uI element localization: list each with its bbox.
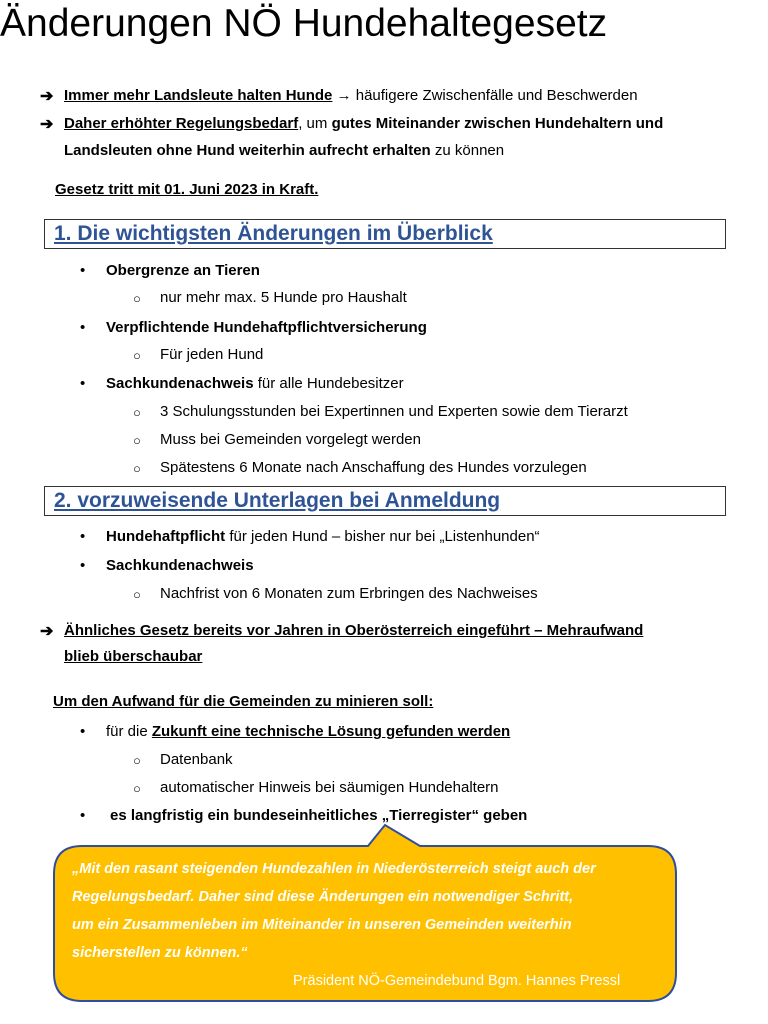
circle-bullet-icon: ○ [133, 348, 141, 363]
arrow-bullet-icon: ➔ [40, 88, 54, 105]
section-2-item-2: Sachkundenachweis [106, 557, 254, 574]
circle-bullet-icon: ○ [133, 781, 141, 796]
section-1-item-3-bold: Sachkundenachweis [106, 375, 254, 392]
bullet-icon: • [80, 319, 86, 336]
circle-bullet-icon: ○ [133, 461, 141, 476]
municipal-item-1-prefix: für die [106, 723, 152, 740]
intro-line-2-bold: gutes Miteinander zwischen Hundehaltern und [331, 115, 664, 132]
intro-line-2-mid: , um [298, 115, 332, 132]
arrow-bullet-icon: ➔ [40, 116, 54, 133]
section-2-item-2-sub-1: Nachfrist von 6 Monaten zum Erbringen des Nachweises [160, 585, 538, 602]
municipal-item-2: es langfristig ein bundeseinheitliches „Tierregister“ geben [110, 807, 528, 824]
bullet-icon: • [80, 528, 86, 545]
quote-line-2: Regelungsbedarf. Daher sind diese Änderungen ein notwendiger Schritt, [72, 889, 574, 905]
section-1-item-2: Verpflichtende Hundehaftpflichtversicherung [106, 319, 427, 336]
circle-bullet-icon: ○ [133, 587, 141, 602]
circle-bullet-icon: ○ [133, 753, 141, 768]
quote-line-1: „Mit den rasant steigenden Hundezahlen in Niederösterreich steigt auch der [72, 861, 596, 877]
municipal-item-1-sub-1: Datenbank [160, 751, 233, 768]
upper-austria-line-2: blieb überschaubar [64, 648, 203, 665]
intro-line-3-bold: Landsleuten ohne Hund weiterhin aufrecht erhalten [64, 142, 431, 159]
section-2-item-1-bold: Hundehaftpflicht [106, 528, 226, 545]
bullet-icon: • [80, 262, 86, 279]
municipal-heading: Um den Aufwand für die Gemeinden zu minieren soll: [53, 693, 434, 710]
municipal-item-1-highlight: Zukunft eine technische Lösung gefunden werden [151, 723, 511, 740]
bullet-icon: • [80, 375, 86, 392]
section-1-item-3-sub-2: Muss bei Gemeinden vorgelegt werden [160, 431, 421, 448]
section-2-item-1-rest: für jeden Hund – bisher nur bei „Listenhunden“ [225, 528, 540, 545]
quote-author: Präsident NÖ-Gemeindebund Bgm. Hannes Pressl [293, 973, 621, 989]
section-1-item-1: Obergrenze an Tieren [106, 262, 260, 279]
section-1-title: 1. Die wichtigsten Änderungen im Überblick [54, 222, 493, 245]
intro-line-1-rest: → häufigere Zwischenfälle und Beschwerden [332, 87, 638, 104]
quote-line-3: um ein Zusammenleben im Miteinander in unseren Gemeinden weiterhin [72, 917, 572, 933]
bullet-icon: • [80, 723, 86, 740]
bullet-icon: • [80, 557, 86, 574]
intro-line-1-highlight: Immer mehr Landsleute halten Hunde [64, 87, 333, 104]
municipal-item-1-sub-2: automatischer Hinweis bei säumigen Hundehaltern [160, 779, 499, 796]
intro-line-3-rest: zu können [430, 142, 505, 159]
section-1-item-3-sub-1: 3 Schulungsstunden bei Expertinnen und Experten sowie dem Tierarzt [160, 403, 628, 420]
arrow-bullet-icon: ➔ [40, 623, 54, 640]
section-1-item-3-rest: für alle Hundebesitzer [253, 375, 404, 392]
quote-line-4: sicherstellen zu können.“ [72, 945, 248, 961]
section-1-item-3-sub-3: Spätestens 6 Monate nach Anschaffung des Hundes vorzulegen [160, 459, 587, 476]
intro-line-2-highlight: Daher erhöhter Regelungsbedarf [64, 115, 299, 132]
page-title: Änderungen NÖ Hundehaltegesetz [0, 2, 608, 45]
section-1-item-1-sub-1: nur mehr max. 5 Hunde pro Haushalt [160, 289, 407, 306]
upper-austria-line-1: Ähnliches Gesetz bereits vor Jahren in Oberösterreich eingeführt – Mehraufwand [64, 622, 644, 639]
circle-bullet-icon: ○ [133, 433, 141, 448]
section-2-title: 2. vorzuweisende Unterlagen bei Anmeldung [54, 489, 501, 512]
circle-bullet-icon: ○ [133, 291, 141, 306]
bullet-icon: • [80, 807, 86, 824]
section-1-item-2-sub-1: Für jeden Hund [160, 346, 264, 363]
effective-date: Gesetz tritt mit 01. Juni 2023 in Kraft. [55, 181, 319, 198]
circle-bullet-icon: ○ [133, 405, 141, 420]
